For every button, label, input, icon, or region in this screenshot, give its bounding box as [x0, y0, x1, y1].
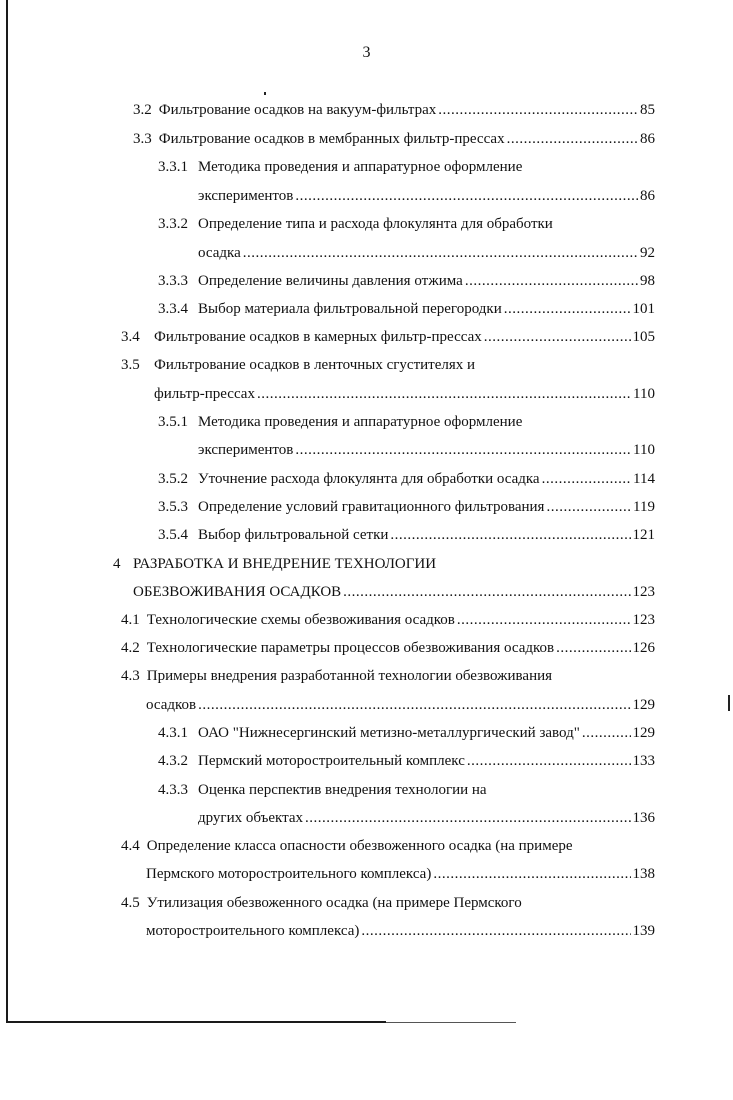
toc-entry-3-5-cont: фильтр-прессах ..... 110 [154, 384, 655, 404]
toc-entry-3-3-2: 3.3.2 Определение типа и расхода флокулянта для обработки [158, 216, 553, 232]
scan-edge-left [6, 0, 8, 1022]
toc-entry-3-5-2: 3.5.2 Уточнение расхода флокулянта для обработки осадка ..... 114 [158, 469, 655, 489]
scan-speck [264, 92, 266, 95]
toc-entry-4: 4 РАЗРАБОТКА И ВНЕДРЕНИЕ ТЕХНОЛОГИИ [113, 556, 437, 572]
toc-entry-4-2: 4.2 Технологические параметры процессов обезвоживания осадков ..... 126 [121, 638, 655, 658]
toc-entry-4-3-3-cont: других объектах ..... 136 [198, 808, 655, 828]
toc-entry-3-5-4: 3.5.4 Выбор фильтровальной сетки ..... 121 [158, 525, 655, 545]
scan-mark-right [728, 695, 730, 711]
toc-entry-4-4: 4.4 Определение класса опасности обезвоженного осадка (на примере [121, 838, 573, 854]
toc-entry-4-5-cont: моторостроительного комплекса) ..... 139 [146, 921, 655, 941]
toc-entry-4-3-cont: осадков ..... 129 [146, 695, 655, 715]
toc-entry-4-3-1: 4.3.1 ОАО "Нижнесергинский метизно-металлургический завод" ..... 129 [158, 723, 655, 743]
toc-entry-3-3: 3.3 Фильтрование осадков в мембранных фильтр-прессах ..... 86 [133, 129, 655, 149]
toc-entry-4-5: 4.5 Утилизация обезвоженного осадка (на примере Пермского [121, 895, 522, 911]
toc-entry-3-3-1-cont: экспериментов ..... 86 [198, 186, 655, 206]
toc-entry-3-5: 3.5 Фильтрование осадков в ленточных сгустителях и [121, 357, 476, 373]
toc-entry-4-1: 4.1 Технологические схемы обезвоживания осадков ..... 123 [121, 610, 655, 630]
toc-entry-3-3-1: 3.3.1 Методика проведения и аппаратурное оформление [158, 159, 523, 175]
scan-edge-bottom [6, 1021, 386, 1023]
scan-edge-bottom-faint [386, 1022, 516, 1023]
toc-entry-4-3-3: 4.3.3 Оценка перспектив внедрения технологии на [158, 782, 487, 798]
page-number: 3 [362, 44, 371, 61]
toc-entry-3-3-4: 3.3.4 Выбор материала фильтровальной перегородки ..... 101 [158, 299, 655, 319]
toc-entry-4-3-2: 4.3.2 Пермский моторостроительный комплекс ..... 133 [158, 751, 655, 771]
toc-entry-3-2: 3.2 Фильтрование осадков на вакуум-фильтрах ..... 85 [133, 100, 655, 120]
toc-entry-3-4: 3.4 Фильтрование осадков в камерных фильтр-прессах ..... 105 [121, 327, 655, 347]
toc-entry-4-3: 4.3 Примеры внедрения разработанной технологии обезвоживания [121, 668, 553, 684]
toc-entry-3-5-1: 3.5.1 Методика проведения и аппаратурное оформление [158, 414, 523, 430]
toc-entry-4-4-cont: Пермского моторостроительного комплекса) ..... 138 [146, 864, 655, 884]
toc-entry-3-3-3: 3.3.3 Определение величины давления отжима ..... 98 [158, 271, 655, 291]
toc-entry-3-5-1-cont: экспериментов ..... 110 [198, 440, 655, 460]
toc-entry-4-cont: ОБЕЗВОЖИВАНИЯ ОСАДКОВ ..... 123 [133, 582, 655, 602]
toc-entry-3-3-2-cont: осадка ..... 92 [198, 243, 655, 263]
toc-entry-3-5-3: 3.5.3 Определение условий гравитационного фильтрования ..... 119 [158, 497, 655, 517]
